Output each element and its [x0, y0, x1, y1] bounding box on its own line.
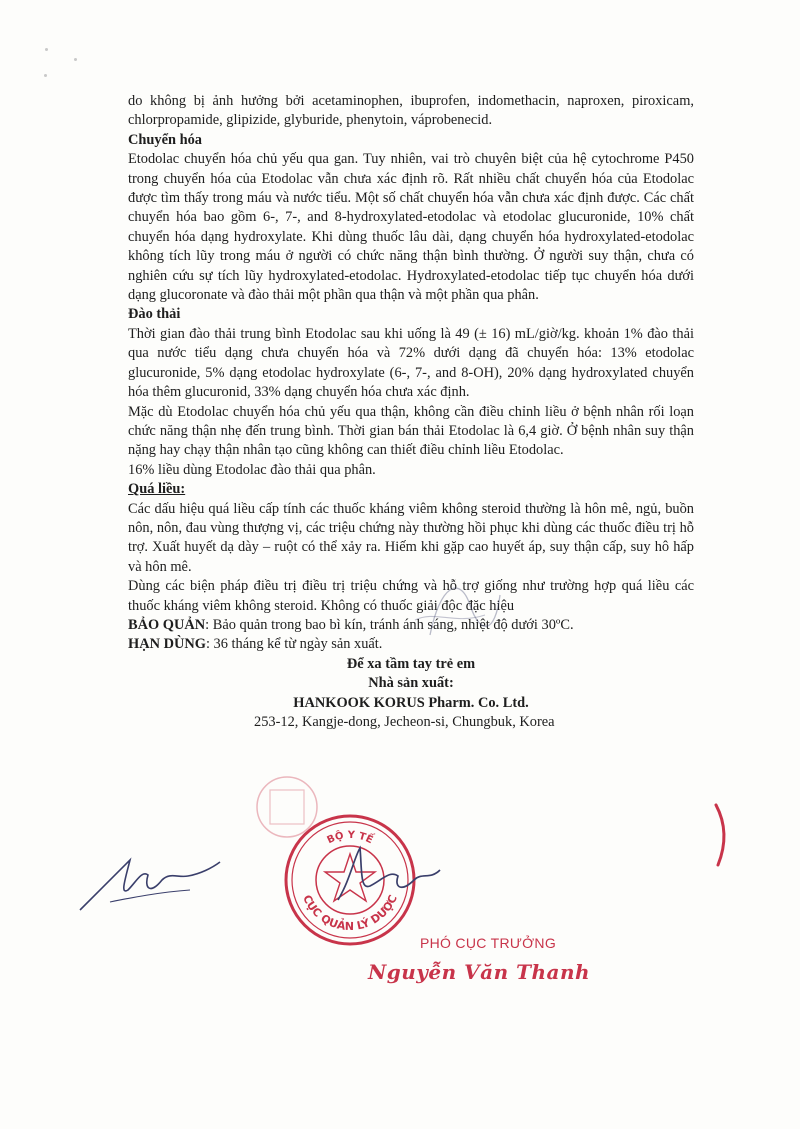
scan-speck: [45, 48, 48, 51]
keep-away-notice: Để xa tầm tay trẻ em: [346, 655, 476, 672]
paragraph-interactions-tail: do không bị ảnh hưởng bởi acetaminophen, ibuprofen, indomethacin, naproxen, piroxicam, chlorpropamide, glipizide, glyburide, phenytoin, váprobenecid.: [128, 93, 694, 129]
edge-stamp-mark: [706, 800, 736, 870]
manufacturer-label: Nhà sản xuất:: [368, 675, 454, 692]
seal-ring-text: CỤC QUẢN LÝ DƯỢC: [300, 892, 400, 934]
signature-left: [70, 840, 230, 920]
manufacturer-name: HANKOOK KORUS Pharm. Co. Ltd.: [293, 694, 529, 711]
signatory-name: Nguyễn Văn Thanh: [368, 960, 591, 984]
seal-top-text: BỘ Y TẾ: [325, 829, 375, 847]
paragraph-metabolism: Etodolac chuyển hóa chủ yếu qua gan. Tuy nhiên, vai trò chuyên biệt của hệ cytochrome P450 trong chuyển hóa của Etodolac vẫn chưa xác định rõ. Rất nhiều chất chuyển hóa của Etodolac được tìm thấy trong máu và nước tiểu. Một số chất chuyển hóa vẫn chưa xác định được. Các chất chuyển hóa bao gồm 6-, 7-, and 8-hydroxylated-etodolac và etodolac glucuronide, 10% chất chuyển hóa dạng hydroxylate. Khi dùng thuốc lâu dài, dạng chuyển hóa hydroxylated-etodolac không tích lũy trong máu ở người có chức năng thận bình thường. Ở người suy thận, chưa có nghiên cứu sự tích lũy hydroxylated-etodolac. Hydroxylated-etodolac tiếp tục chuyển hóa dưới dạng glucoronate và đào thải một phần qua thận và một phần qua phân.: [128, 151, 694, 304]
scan-speck: [44, 74, 47, 77]
expiry-label: HẠN DÙNG: [128, 636, 206, 653]
heading-elimination: Đào thải: [128, 306, 181, 323]
manufacturer-address: 253-12, Kangje-dong, Jecheon-si, Chungbuk, Korea: [254, 714, 555, 730]
storage-text: : Bảo quản trong bao bì kín, tránh ánh sáng, nhiệt độ dưới 30ºC.: [205, 616, 574, 633]
paragraph-elimination-3: 16% liều dùng Etodolac đào thải qua phân.: [128, 461, 376, 478]
signatory-title: PHÓ CỤC TRƯỞNG: [420, 935, 557, 951]
paragraph-overdose-1: Các dấu hiệu quá liều cấp tính các thuốc kháng viêm không steroid thường là hôn mê, ngủ, buồn nôn, nôn, đau vùng thượng vị, các triệu chứng này thường hồi phục khi dùng các thuốc điều trị hỗ trợ. Xuất huyết dạ dày – ruột có thể xảy ra. Hiếm khi gặp cao huyết áp, suy thận cấp, suy hô hấp và hôn mê.: [128, 500, 694, 575]
paragraph-overdose-2: Dùng các biện pháp điều trị điều trị triệu chứng và hỗ trợ giống như trường hợp quá liều các thuốc kháng viêm không steroid. Không có thuốc giải độc đặc hiệu: [128, 578, 694, 614]
signature-director: [330, 840, 450, 910]
expiry-text: : 36 tháng kể từ ngày sản xuất.: [205, 636, 383, 653]
heading-metabolism: Chuyển hóa: [128, 131, 202, 148]
paragraph-elimination-2: Mặc dù Etodolac chuyển hóa chủ yếu qua thận, không cần điều chỉnh liều ở bệnh nhân rối loạn chức năng thận nhẹ đến trung bình. Thời gian bán thải Etodolac là 6,4 giờ. Ở bệnh nhân suy thận nặng hay chạy thận nhân tạo cũng không can thiết điều chỉnh liều Etodolac.: [128, 403, 694, 459]
storage-label: BẢO QUẢN: [128, 616, 206, 633]
heading-overdose: Quá liều:: [128, 481, 186, 498]
pen-scribble: [400, 565, 520, 655]
scan-speck: [74, 58, 77, 61]
paragraph-elimination-1: Thời gian đào thải trung bình Etodolac sau khi uống là 49 (± 16) mL/giờ/kg. khoản 1% đào thải qua nước tiểu dạng chưa chuyển hóa và 72% dưới dạng đã chuyển hóa: 13% etodolac glucuronide, 5% dạng etodolac hydroxylate (6-, 7-, and 8-OH), 20% dạng hydroxylated chuyển hóa thêm glucuronid, 33% dạng chuyển hóa chưa xác định.: [128, 325, 694, 401]
